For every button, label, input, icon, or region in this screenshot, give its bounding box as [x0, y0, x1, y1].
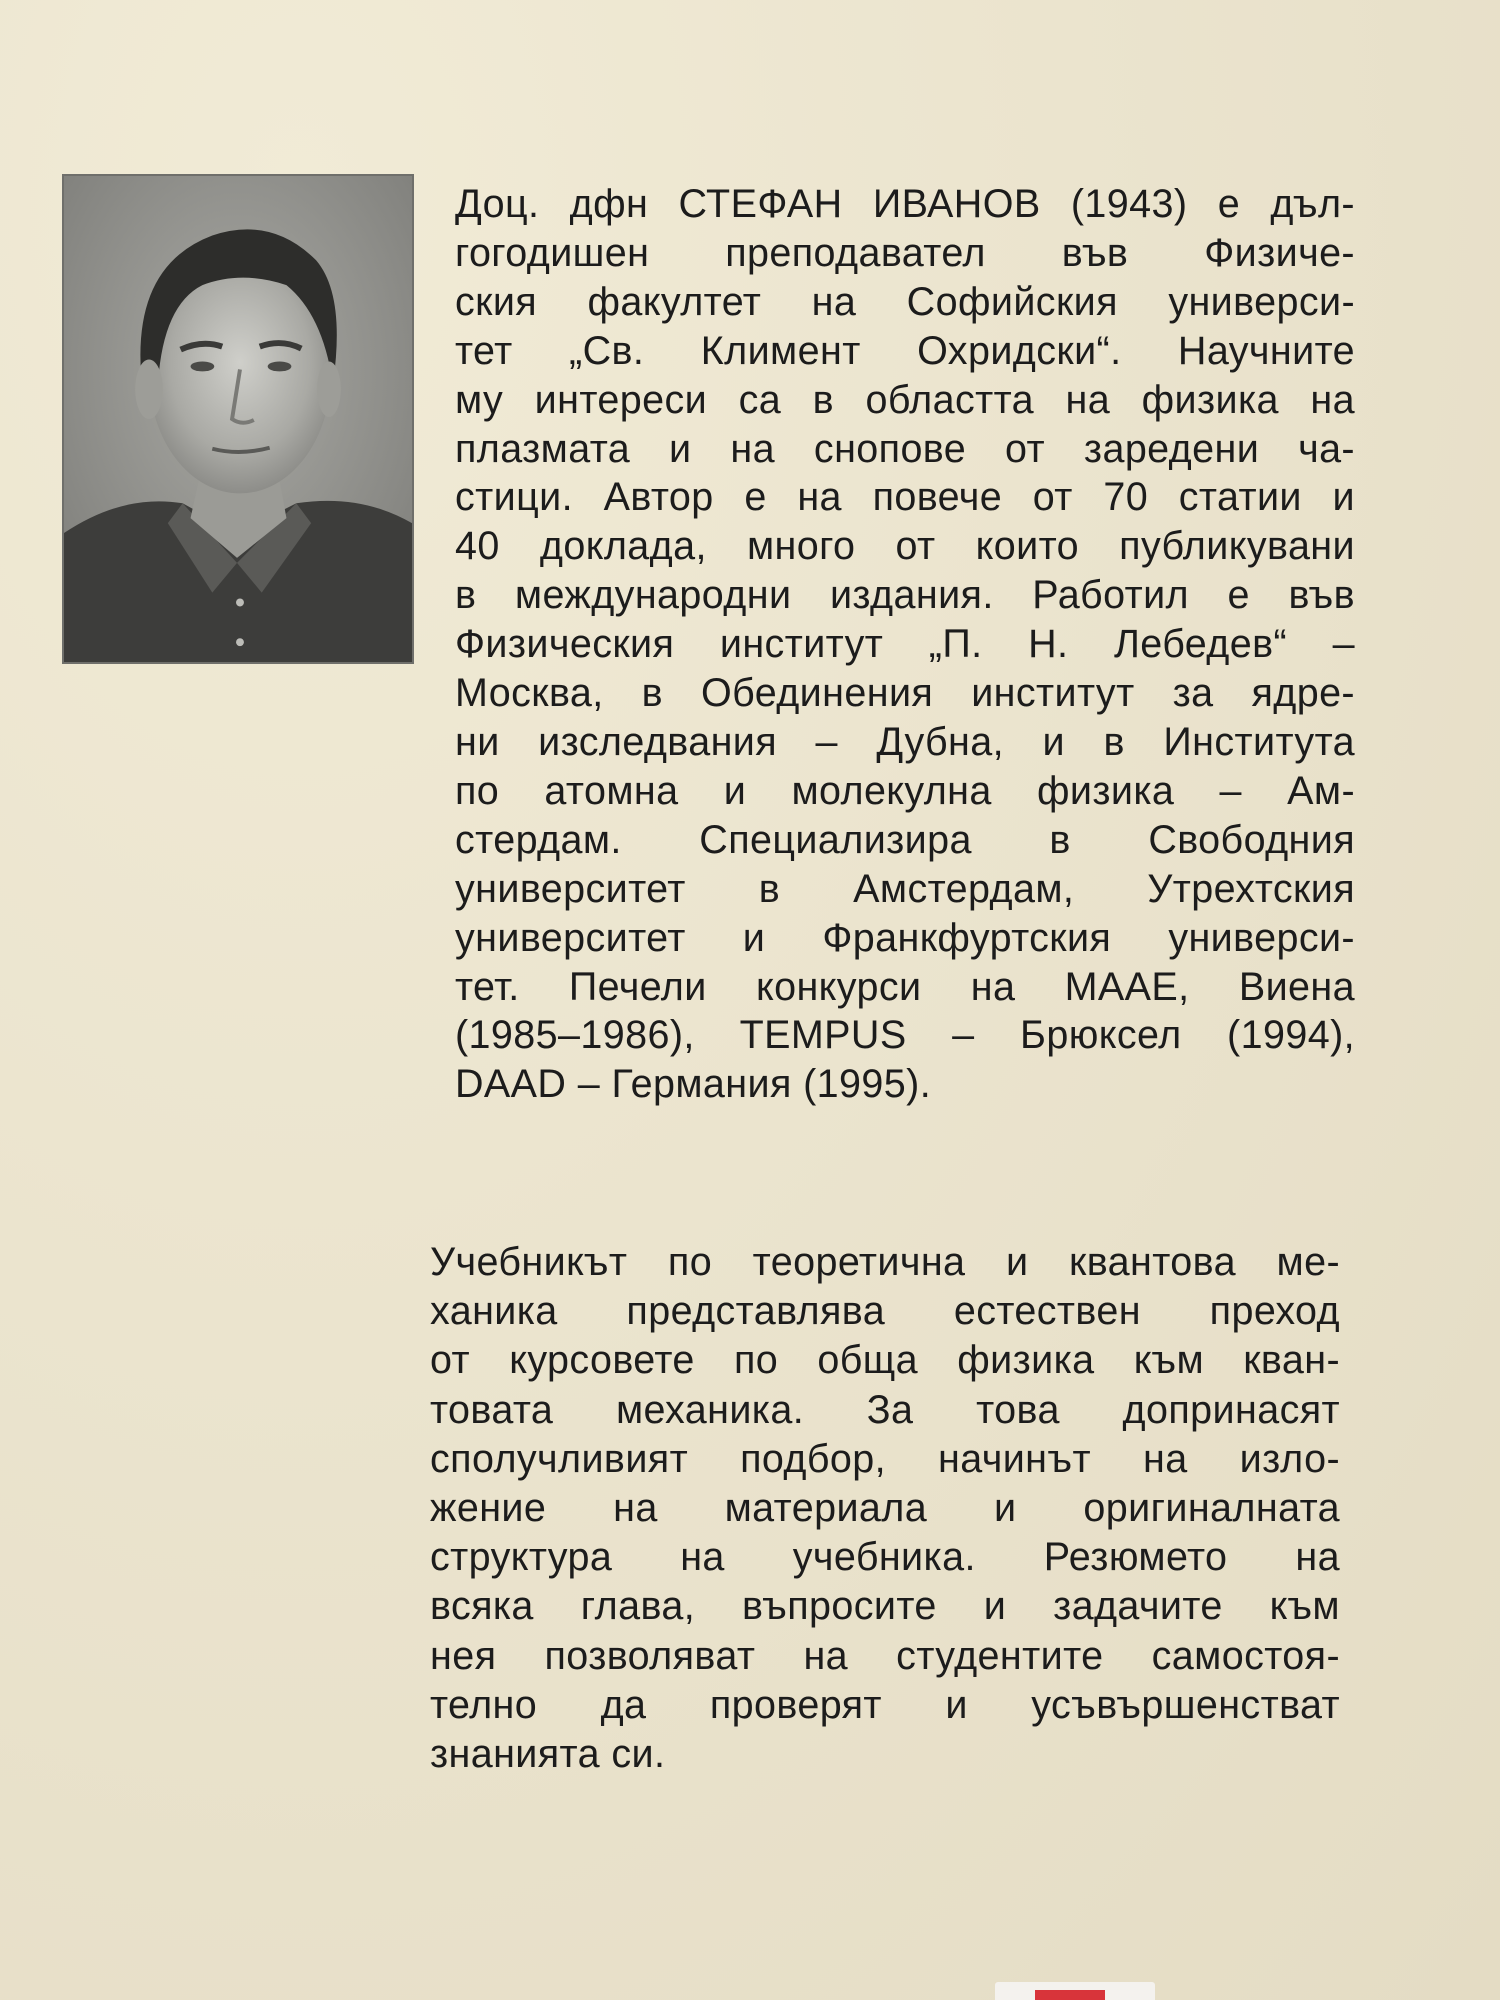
- biography-line: (1985–1986), TEMPUS – Брюксел (1994),: [455, 1013, 1355, 1058]
- biography-line: стердам. Специализира в Свободния: [455, 817, 1355, 862]
- sticker-red-mark: [1035, 1990, 1105, 2000]
- biography-line: университет в Амстердам, Утрехтския: [455, 866, 1355, 911]
- summary-line: телно да проверят и усъвършенстват: [430, 1682, 1340, 1727]
- biography-line: тет. Печели конкурси на МААЕ, Виена: [455, 964, 1355, 1009]
- author-biography: [455, 180, 1355, 1109]
- biography-line: тет „Св. Климент Охридски“. Научните: [455, 328, 1355, 373]
- summary-line: от курсовете по обща физика към кван-: [430, 1338, 1340, 1383]
- biography-line: по атомна и молекулна физика – Ам-: [455, 768, 1355, 813]
- biography-line: стици. Автор е на повече от 70 статии и: [455, 475, 1355, 520]
- summary-line: ханика представлява естествен преход: [430, 1289, 1340, 1334]
- biography-line: 40 доклада, много от които публикувани: [455, 524, 1355, 569]
- biography-line: плазмата и на снопове от заредени ча-: [455, 426, 1355, 471]
- biography-line: университет и Франкфуртския универси-: [455, 915, 1355, 960]
- summary-line: знанията си.: [430, 1732, 666, 1777]
- biography-line: в международни издания. Работил е във: [455, 573, 1355, 618]
- summary-line: всяка глава, въпросите и задачите към: [430, 1584, 1340, 1629]
- biography-line: гогодишен преподавател във Физиче-: [455, 230, 1355, 275]
- summary-line: сполучливият подбор, начинът на изло-: [430, 1436, 1340, 1481]
- summary-line: Учебникът по теоретична и квантова ме-: [430, 1240, 1340, 1284]
- biography-line: ския факултет на Софийския универси-: [455, 279, 1355, 324]
- author-portrait-photo: [62, 174, 414, 664]
- biography-line: ни изследвания – Дубна, и в Института: [455, 719, 1355, 764]
- book-summary: [430, 1238, 1340, 1779]
- biography-line: Доц. дфн СТЕФАН ИВАНОВ (1943) е дъл-: [455, 182, 1355, 226]
- biography-line: Физическия институт „П. Н. Лебедев“ –: [455, 622, 1355, 667]
- summary-line: структура на учебника. Резюмето на: [430, 1535, 1340, 1580]
- price-sticker: [995, 1982, 1155, 2000]
- summary-line: жение на материала и оригиналната: [430, 1486, 1340, 1531]
- summary-line: товата механика. За това допринасят: [430, 1387, 1340, 1432]
- biography-line: DAAD – Германия (1995).: [455, 1062, 932, 1107]
- biography-line: Москва, в Обединения институт за ядре-: [455, 671, 1355, 716]
- summary-line: нея позволяват на студентите самостоя-: [430, 1633, 1340, 1678]
- biography-line: му интереси са в областта на физика на: [455, 377, 1355, 422]
